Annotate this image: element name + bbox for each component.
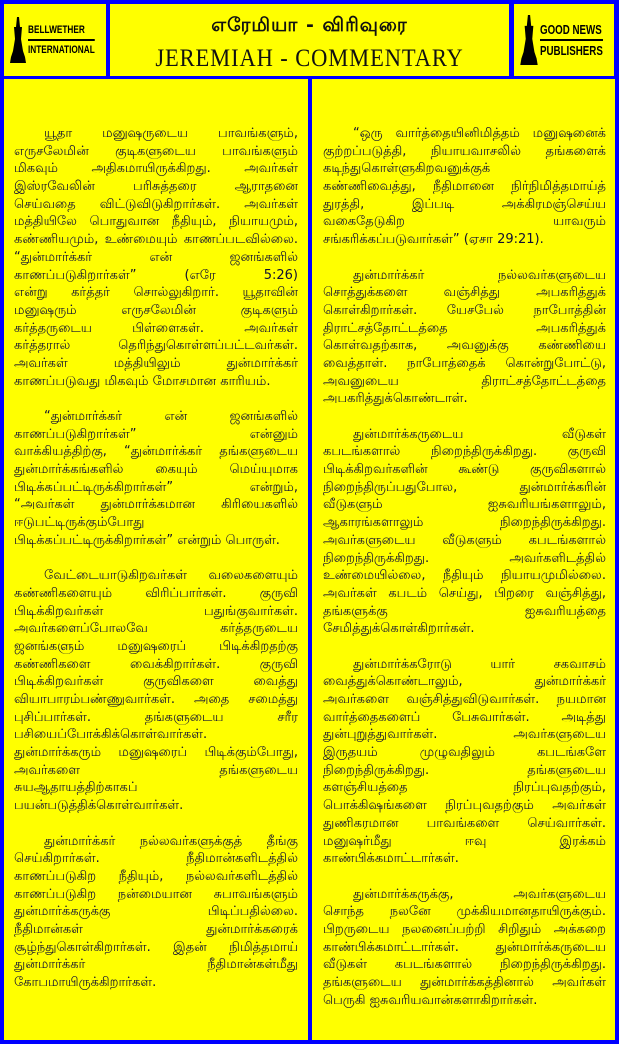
text-line: துன்மார்க்கங்களில் கையும் மெய்யுமாக — [14, 462, 298, 478]
text-line: துன்மார்க்கருடைய வீடுகள் — [353, 426, 606, 442]
text-line: சூழ்ந்துகொள்கிறார்கள். இதன் நிமித்தமாய் — [14, 939, 298, 955]
text-line: பிடிக்கிறவர்கள் பதுங்குவார்கள். — [14, 603, 298, 619]
text-line: கபடங்களால் நிறைந்திருக்கிறது. குருவி — [323, 444, 606, 460]
title-tamil: எரேமியா - விரிவுரை — [211, 14, 408, 36]
text-line: வியாபாரம்பண்ணுவார்கள். அதை சமைத்து — [14, 692, 298, 707]
text-line: புசிப்பார்கள். தங்களுடைய சரீர — [14, 709, 298, 725]
text-line: வாக்கியத்திற்கு, “துன்மார்க்கர் தங்களுடைய — [14, 444, 298, 460]
text-line: “ஒரு வார்த்தையினிமித்தம் மனுஷனைக் — [353, 126, 606, 141]
right-column-text — [323, 125, 606, 1009]
text-line: பிடிக்கப்பட்டிருக்கிறார்கள்” என்றும் பொருள். — [14, 532, 280, 548]
paragraph — [14, 408, 298, 550]
text-line: “துன்மார்க்கர் என் ஜனங்களில் — [14, 249, 298, 265]
text-line: வகைதேடுகிற யாவரும் — [323, 214, 606, 230]
text-line: வீடுகள் கபடங்களால் நிறைந்திருக்கிறது. — [323, 957, 606, 973]
text-line: காணப்படுகிறார்கள்” என்னும் — [14, 426, 298, 442]
text-line: காணப்படுவது மிகவும் மோசமான காரியம். — [14, 373, 271, 389]
tower-icon — [520, 15, 538, 65]
text-line: வார்த்தைகளைப் பேசுவார்கள். அடித்து — [323, 709, 606, 725]
text-line: அவர்களை வஞ்சித்துவிடுவார்கள். நயமான — [323, 692, 606, 707]
bellwether-logo — [4, 4, 106, 76]
text-line: செய்கிறார்கள். நீதிமான்களிடத்தில் — [14, 851, 298, 867]
paragraph — [323, 886, 606, 1010]
paragraph-gap — [323, 638, 606, 656]
text-line: சங்கரிக்கப்படுவார்கள்” (ஏசா 29:21). — [323, 232, 544, 248]
text-line: வீடுகளும் ஐசுவரியங்களாலும், — [323, 497, 606, 513]
text-line: நிறைந்திருக்கிறது. தங்களுடைய — [323, 762, 606, 778]
text-line: ஆகாரங்களாலும் நிறைந்திருக்கிறது. — [323, 515, 606, 531]
title-banner — [110, 4, 509, 76]
paragraph-gap — [14, 550, 298, 568]
text-line: சேமித்துக்கொள்கிறார்கள். — [323, 621, 475, 637]
text-line: துன்மார்க்கருக்கு, அவர்களுடைய — [353, 886, 606, 902]
text-line: கர்த்தரால் தெரிந்துகொள்ளப்பட்டவர்கள். — [14, 338, 298, 354]
text-line: கொள்வதற்காக, அவனுக்கு கண்ணியை — [323, 338, 606, 354]
text-line: காண்பிக்கமாட்டார்கள். — [323, 851, 459, 867]
text-line: பெருகி ஐசுவரியவான்களாகிறார்கள். — [323, 992, 538, 1008]
paragraph-gap — [323, 868, 606, 886]
text-line: துன்மார்க்கரும் மனுஷரைப் பிடிக்கும்போது, — [14, 745, 298, 761]
text-line: நீதிமான்கள் துன்மார்க்கரைக் — [14, 921, 298, 937]
text-line: பயன்படுத்திக்கொள்வார்கள். — [14, 798, 184, 814]
text-line: சுயஆதாயத்திற்காகப் — [14, 780, 138, 796]
tower-icon — [10, 17, 26, 63]
text-line: அபகரித்துக்கொண்டாள். — [323, 391, 468, 407]
paragraph — [323, 656, 606, 868]
logo-left-line1: BELLWETHER — [28, 23, 95, 41]
text-line: “அவர்கள் துன்மார்க்கமான கிரியைகளில் — [14, 497, 298, 513]
text-line: காணப்படுகிறார்கள்” (எரே 5:26) — [14, 267, 298, 283]
text-line: துரத்தி, இப்படி அக்கிரமஞ்செய்ய — [323, 196, 606, 212]
text-line: நிறைந்திருக்கிறது. அவர்களிடத்தில் — [323, 550, 606, 566]
text-line: வைத்துக்கொண்டாலும், துன்மார்க்கர் — [323, 674, 606, 690]
text-line: சொத்துக்களை வஞ்சித்து அபகரித்துக் — [323, 285, 606, 301]
left-column — [4, 79, 308, 1040]
text-line: அவர்களுடைய வீடுகளும் கபடங்களால் — [323, 532, 606, 548]
text-line: பிறருடைய நலனைப்பற்றி சிறிதும் அக்கறை — [323, 921, 606, 937]
text-line: திராட்சத்தோட்டத்தை அபகரித்துக் — [323, 320, 606, 336]
text-line: வேட்டையாடுகிறவர்கள் வலைகளையும் — [44, 568, 298, 584]
paragraph-gap — [323, 408, 606, 426]
text-line: என்று கர்த்தர் சொல்லுகிறார். யூதாவின் — [14, 285, 298, 301]
text-line: துன்மார்க்கர் நல்லவர்களுக்குத் தீங்கு — [44, 833, 298, 849]
text-line: காணப்படுகிற நீதியும், நல்லவர்களிடத்தில் — [14, 868, 298, 884]
logo-right-line1: GOOD NEWS — [540, 22, 603, 41]
title-english: JEREMIAH - COMMENTARY — [155, 45, 464, 72]
text-line: “துன்மார்க்கர் என் ஜனங்களில் — [44, 409, 298, 424]
text-line: கண்ணியமும், உண்மையும் காணப்படவில்லை. — [14, 232, 298, 248]
text-line: செய்வதை விட்டுவிடுகிறார்கள். அவர்கள் — [14, 196, 298, 212]
paragraph — [14, 125, 298, 390]
text-line: கடிந்துகொள்ளுகிறவனுக்குக் — [323, 161, 491, 177]
text-line: கண்ணிவைத்து, நீதிமானை நிர்நிமித்தமாய்த் — [323, 179, 606, 195]
text-line: மனுஷரும் எருசலேமின் குடிகளும் — [14, 302, 298, 318]
text-line: அவர்கள் மத்தியிலும் துன்மார்க்கர் — [14, 355, 298, 371]
text-line: அவர்களைப்போலவே கர்த்தருடைய — [14, 621, 298, 637]
text-line: காண்பிக்கமாட்டார்கள். துன்மார்க்கருடைய — [323, 939, 606, 955]
paragraph — [323, 267, 606, 409]
text-line: கொள்கிறார்கள். யேசபேல் நாபோத்தின் — [323, 302, 606, 318]
text-line: மிகவும் அதிகமாயிருக்கிறது. அவர்கள் — [14, 161, 298, 177]
text-line: காணப்படுகிற நன்மையான சுபாவங்களும் — [14, 886, 298, 902]
text-line: பிடிக்கிறவர்களின் கூண்டு குருவிகளால் — [323, 462, 606, 478]
text-line: ஜனங்களும் மனுஷரைப் பிடிக்கிறதற்கு — [14, 638, 298, 654]
text-line: மனுஷர்மீது ஈவு இரக்கம் — [323, 833, 606, 849]
text-line: துன்புறுத்துவார்கள். அவர்களுடைய — [323, 727, 606, 743]
text-line: யூதா மனுஷருடைய பாவங்களும், — [44, 126, 298, 141]
paragraph — [323, 426, 606, 638]
logo-left-line2: INTERNATIONAL — [28, 44, 95, 56]
paragraph — [323, 125, 606, 249]
text-line: நிறைந்திருப்பதுபோல, துன்மார்க்கரின் — [323, 479, 606, 495]
logo-right-line2: PUBLISHERS — [540, 43, 603, 58]
text-line: கண்ணிகளை வைக்கிறார்கள். குருவி — [14, 656, 298, 672]
paragraph-gap — [323, 249, 606, 267]
text-line: கோபமாயிருக்கிறார்கள். — [14, 975, 157, 990]
paragraph-gap — [14, 390, 298, 408]
text-line: களஞ்சியத்தை நிரப்புவதற்கும், — [323, 780, 606, 796]
text-line: துன்மார்க்கருக்கு பிடிப்பதில்லை. — [14, 904, 298, 920]
paragraph — [14, 833, 298, 992]
text-line: சொந்த நலனே முக்கியமானதாயிருக்கும். — [323, 904, 606, 920]
text-line: எருசலேமின் குடிகளுடைய பாவங்களும் — [14, 143, 298, 159]
good-news-logo — [514, 4, 614, 76]
text-line: ஈடுபட்டிருக்கும்போது — [14, 515, 145, 531]
text-line: தங்களுக்கு ஐசுவரியத்தை — [323, 603, 606, 619]
right-column — [312, 79, 615, 1040]
text-line: உண்மையில்லை, நீதியும் நியாயமுமில்லை. — [323, 568, 606, 584]
text-line: அவனுடைய திராட்சத்தோட்டத்தை — [323, 373, 606, 389]
text-line: பொக்கிஷங்களை நிரப்புவதற்கும் அவர்கள் — [323, 798, 606, 814]
text-line: துன்மார்க்கரோடு யார் சகவாசம் — [353, 656, 606, 672]
paragraph — [14, 567, 298, 815]
text-line: கண்ணிகளையும் விரிப்பார்கள். குருவி — [14, 585, 298, 601]
text-line: பசியைப்போக்கிக்கொள்வார்கள். — [14, 727, 208, 743]
text-line: துன்மார்க்கர் நீதிமான்கள்மீது — [14, 957, 298, 973]
text-line: பிடிக்கிறவர்கள் குருவிகளை வைத்து — [14, 674, 298, 690]
text-line: குற்றப்படுத்தி, நியாயவாசலில் தங்களைக் — [323, 143, 606, 159]
paragraph-gap — [14, 815, 298, 833]
text-line: பிடிக்கப்பட்டிருக்கிறார்கள்” என்றும், — [14, 479, 298, 495]
text-line: தங்களுடைய துன்மார்க்கத்தினால் அவர்கள் — [323, 975, 606, 990]
text-line: வைத்தாள். நாபோத்தைக் கொன்றுபோட்டு, — [323, 355, 606, 371]
text-line: கர்த்தருடைய பிள்ளைகள். அவர்கள் — [14, 320, 298, 336]
text-line: மத்தியிலே பொதுவான நீதியும், நியாயமும், — [14, 214, 298, 230]
text-line: இருதயம் முழுவதிலும் கபடங்களே — [323, 745, 606, 761]
text-line: அவர்களை தங்களுடைய — [14, 762, 298, 778]
text-line: இஸ்ரவேலின் பரிசுத்தரை ஆராதனை — [14, 179, 298, 195]
text-line: துணிகரமான பாவங்களை செய்வார்கள். — [323, 815, 606, 831]
left-column-text — [14, 125, 298, 992]
text-line: அவர்கள் கபடம் செய்து, பிறரை வஞ்சித்து, — [323, 585, 606, 601]
text-line: துன்மார்க்கர் நல்லவர்களுடைய — [353, 267, 606, 283]
